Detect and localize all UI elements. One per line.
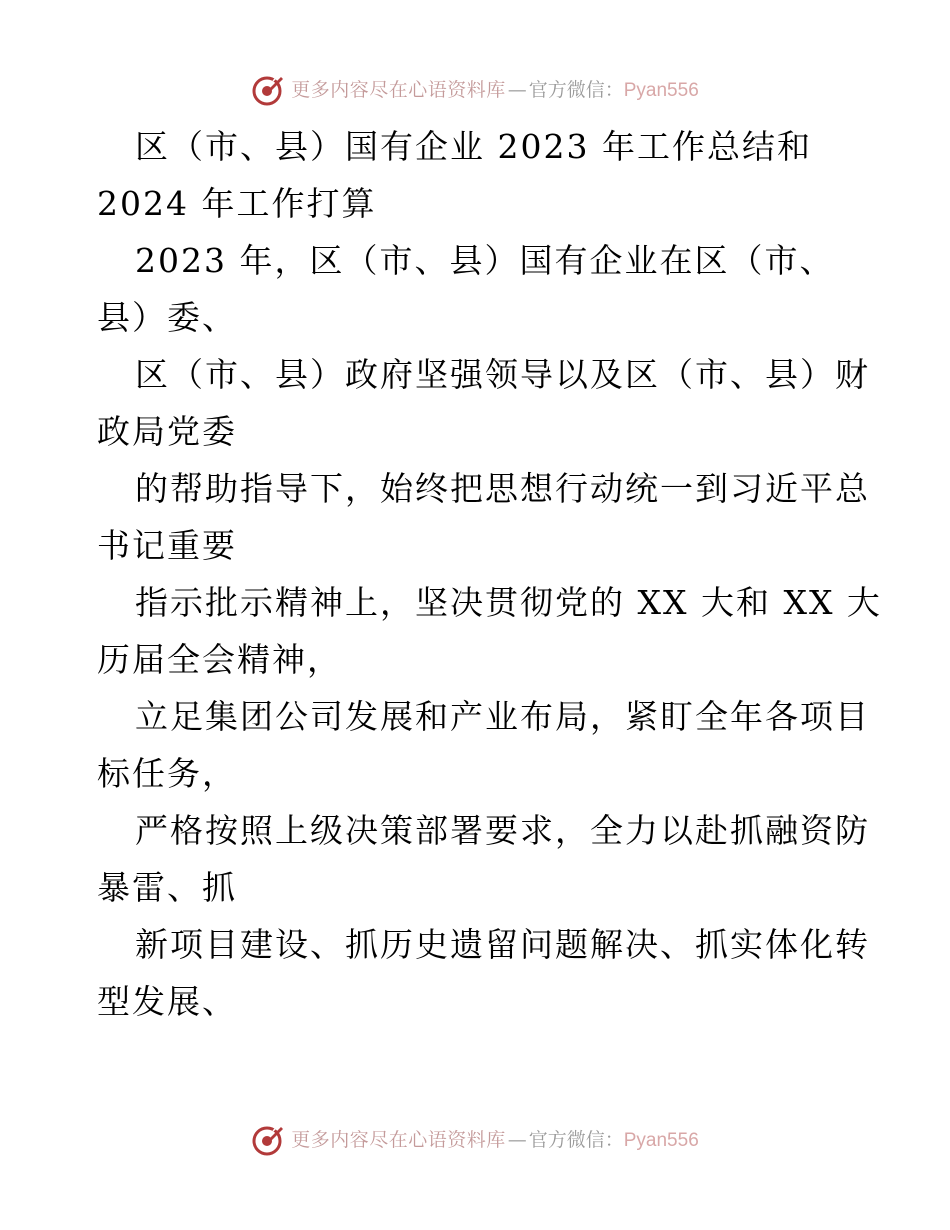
body-line: 书记重要: [97, 526, 237, 565]
body-line: 区（市、县）政府坚强领导以及区（市、县）财: [135, 355, 870, 394]
body-line: 历届全会精神，: [97, 640, 342, 679]
body-line: 新项目建设、抓历史遗留问题解决、抓实体化转: [135, 925, 870, 964]
watermark-main-text: 更多内容尽在心语资料库: [291, 78, 506, 101]
title-line-1: 区（市、县）国有企业 2023 年工作总结和: [135, 127, 812, 166]
pen-logo-icon: [251, 73, 285, 107]
body-line: 标任务，: [97, 754, 237, 793]
body-line: 指示批示精神上，坚决贯彻党的 XX 大和 XX 大: [135, 583, 882, 622]
watermark-text: [291, 78, 699, 101]
header-watermark: [0, 70, 950, 110]
footer-watermark: [0, 1120, 950, 1160]
body-line: 县）委、: [97, 298, 237, 337]
body-line: 政局党委: [97, 412, 237, 451]
body-line: 立足集团公司发展和产业布局，紧盯全年各项目: [135, 697, 870, 736]
watermark-label: 官方微信：: [528, 78, 624, 101]
watermark-separator: —: [507, 1128, 527, 1151]
watermark-label: 官方微信：: [528, 1128, 624, 1151]
watermark-text: [291, 1128, 699, 1151]
body-line: 型发展、: [97, 982, 237, 1021]
document-body: [97, 118, 882, 1030]
watermark-separator: —: [507, 78, 527, 101]
body-line: 2023 年，区（市、县）国有企业在区（市、: [135, 241, 835, 280]
watermark-id: Pyan556: [623, 1129, 699, 1151]
body-line: 暴雷、抓: [97, 868, 237, 907]
body-line: 的帮助指导下，始终把思想行动统一到习近平总: [135, 469, 870, 508]
watermark-id: Pyan556: [623, 79, 699, 101]
pen-logo-icon: [251, 1123, 285, 1157]
watermark-main-text: 更多内容尽在心语资料库: [291, 1128, 506, 1151]
body-line: 严格按照上级决策部署要求，全力以赴抓融资防: [135, 811, 870, 850]
title-line-2: 2024 年工作打算: [97, 184, 377, 223]
